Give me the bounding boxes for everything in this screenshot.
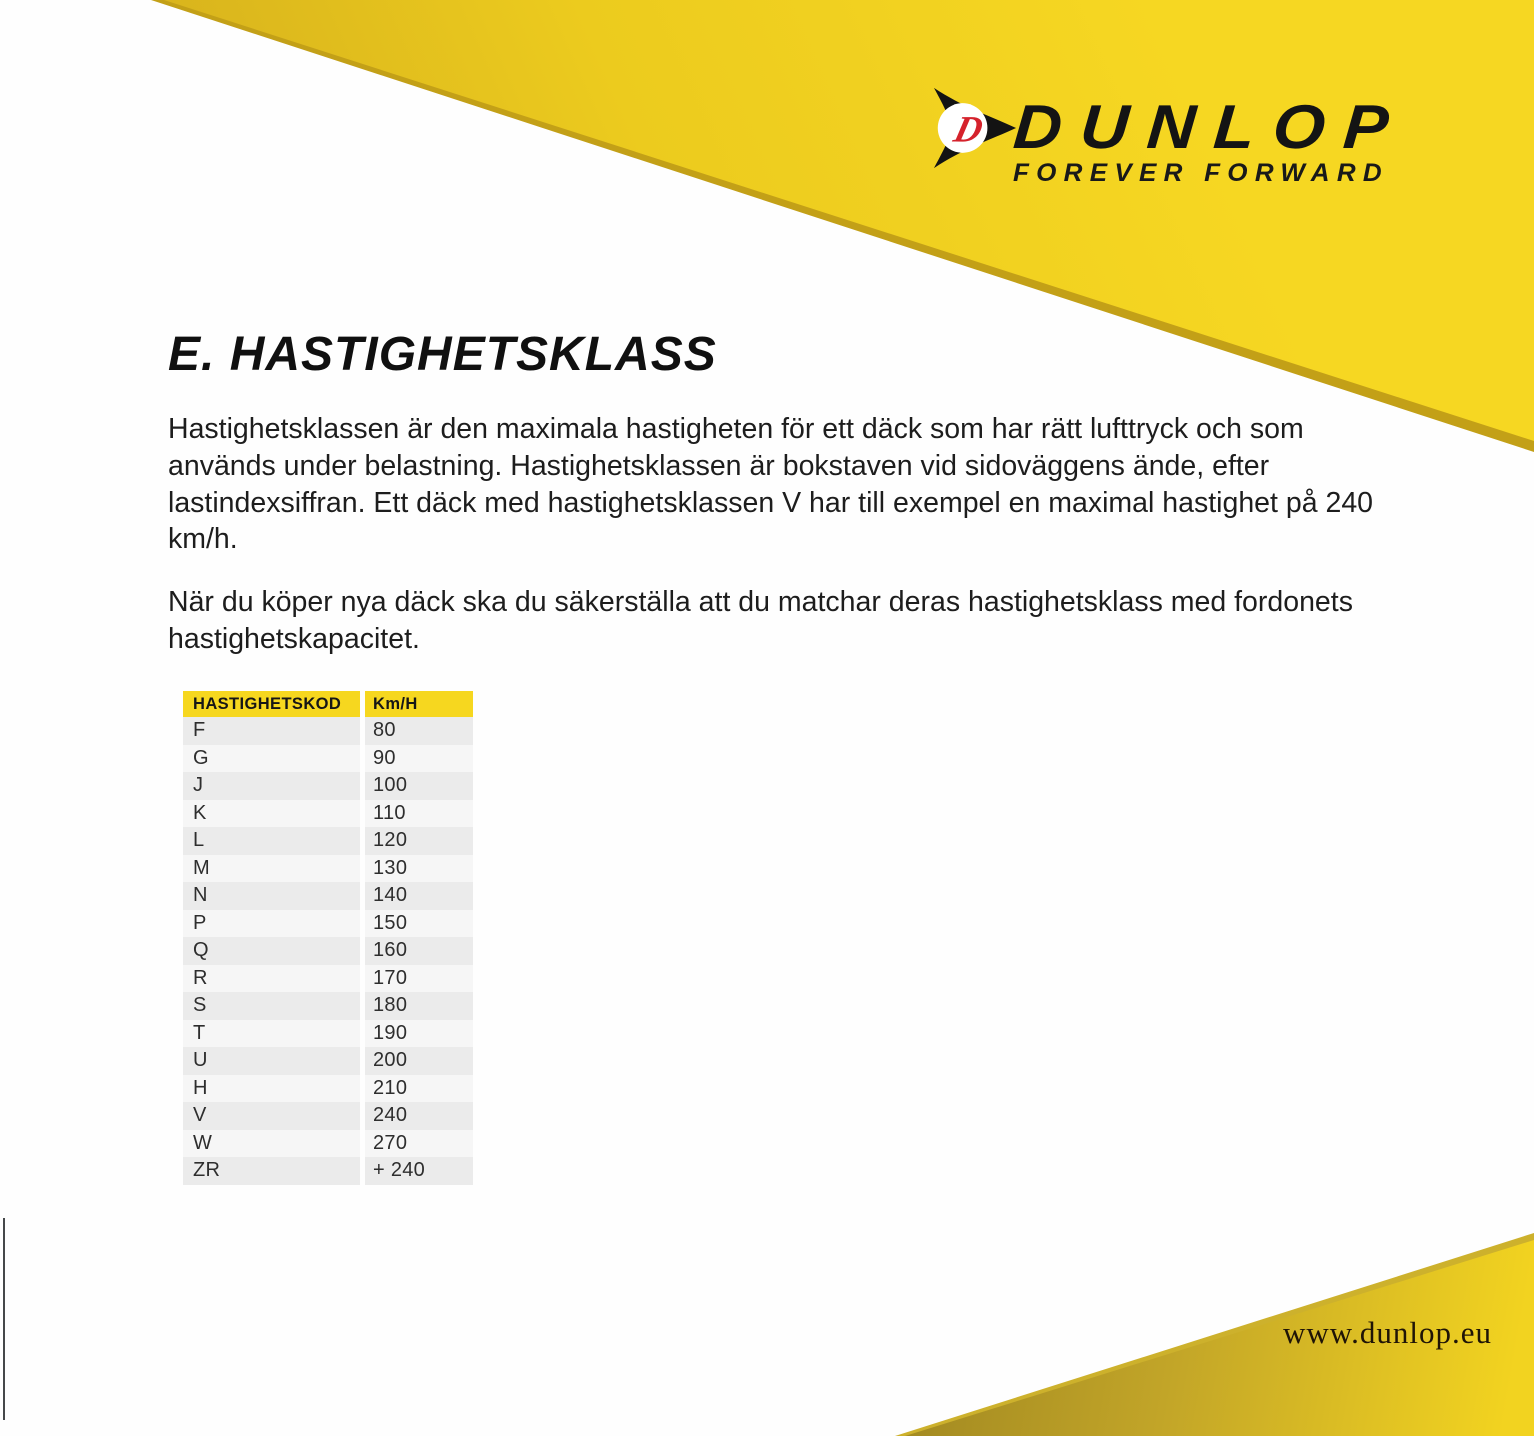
speed-value-cell: 160	[365, 937, 473, 965]
speed-code-cell: ZR	[183, 1157, 360, 1185]
speed-code-cell: Q	[183, 937, 360, 965]
speed-code-cell: M	[183, 855, 360, 883]
speed-code-cell: U	[183, 1047, 360, 1075]
speed-value-cell: 240	[365, 1102, 473, 1130]
speed-code-cell: J	[183, 772, 360, 800]
table-row	[183, 937, 473, 965]
table-row	[183, 965, 473, 993]
speed-code-cell: S	[183, 992, 360, 1020]
top-yellow-band	[0, 0, 1534, 462]
speed-value-cell: 80	[365, 717, 473, 745]
speed-code-cell: F	[183, 717, 360, 745]
speed-value-cell: 150	[365, 910, 473, 938]
page-edge-line	[3, 1218, 5, 1420]
table-row	[183, 1047, 473, 1075]
table-row	[183, 855, 473, 883]
speed-code-cell: T	[183, 1020, 360, 1048]
table-row	[183, 1157, 473, 1185]
logo-brand-text: DUNLOP	[1011, 93, 1410, 162]
speed-value-cell: 120	[365, 827, 473, 855]
speed-code-cell: P	[183, 910, 360, 938]
speed-value-cell: 100	[365, 772, 473, 800]
table-row	[183, 800, 473, 828]
table-row	[183, 1102, 473, 1130]
speed-code-cell: N	[183, 882, 360, 910]
speed-value-cell: 270	[365, 1130, 473, 1158]
svg-text:D: D	[949, 108, 988, 151]
speed-value-cell: 210	[365, 1075, 473, 1103]
speed-value-cell: 90	[365, 745, 473, 773]
speed-value-cell: 130	[365, 855, 473, 883]
flying-d-icon	[928, 86, 1022, 170]
table-row	[183, 745, 473, 773]
page-title: E. HASTIGHETSKLASS	[168, 328, 717, 381]
speed-code-cell: H	[183, 1075, 360, 1103]
speed-value-cell: 140	[365, 882, 473, 910]
note-paragraph: När du köper nya däck ska du säkerställa att du matchar deras hastighetsklass med fordonets hastighetskapacitet.	[168, 586, 1353, 655]
speed-code-cell: L	[183, 827, 360, 855]
dunlop-logo	[928, 84, 1473, 206]
speed-code-cell: V	[183, 1102, 360, 1130]
speed-value-cell: 110	[365, 800, 473, 828]
speed-value-cell: 200	[365, 1047, 473, 1075]
footer-website-link[interactable]: www.dunlop.eu	[1283, 1315, 1493, 1350]
table-row	[183, 992, 473, 1020]
table-row	[183, 1075, 473, 1103]
table-row	[183, 717, 473, 745]
table-row	[183, 1020, 473, 1048]
speed-code-cell: K	[183, 800, 360, 828]
speed-value-cell: 190	[365, 1020, 473, 1048]
table-header-row	[183, 691, 473, 717]
header-speed-code: HASTIGHETSKOD	[183, 691, 360, 717]
table-row	[183, 1130, 473, 1158]
intro-paragraph: Hastighetsklassen är den maximala hastigheten för ett däck som har rätt lufttryck och som används under belastning. Hastighetsklassen är bokstaven vid sidoväggens ände, efter lastindexsiffran. Ett däck med hastighetsklassen V har till exempel en maximal hastighet på 240 km/h.	[168, 413, 1374, 556]
table-body	[183, 717, 473, 1185]
header-kmh: Km/H	[365, 691, 473, 717]
speed-class-table	[183, 691, 473, 1185]
speed-value-cell: + 240	[365, 1157, 473, 1185]
table-row	[183, 827, 473, 855]
speed-code-cell: W	[183, 1130, 360, 1158]
logo-tagline-text: FOREVER FORWARD	[1013, 159, 1389, 187]
table-row	[183, 772, 473, 800]
speed-value-cell: 180	[365, 992, 473, 1020]
speed-value-cell: 170	[365, 965, 473, 993]
table-row	[183, 882, 473, 910]
speed-code-cell: G	[183, 745, 360, 773]
speed-code-cell: R	[183, 965, 360, 993]
table-row	[183, 910, 473, 938]
